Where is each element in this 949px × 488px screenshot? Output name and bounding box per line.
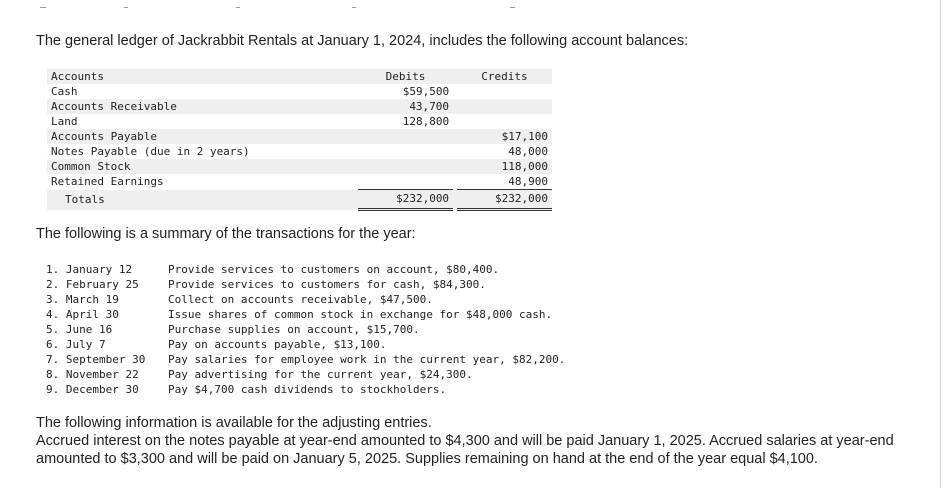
- ledger-row: [47, 174, 552, 190]
- account-name: Accounts Receivable: [47, 99, 358, 114]
- transaction-date: 4. April 30: [46, 308, 119, 321]
- ledger-table: [47, 69, 552, 211]
- debit-value: [358, 144, 453, 159]
- summary-title: The following is a summary of the transactions for the year:: [36, 226, 416, 242]
- ledger-row: [47, 144, 552, 159]
- credit-value: 48,900: [457, 174, 552, 190]
- ledger-header-row: [47, 69, 552, 84]
- transaction-desc: Provide services to customers on account, $80,400.: [168, 263, 500, 276]
- transaction-desc: Collect on accounts receivable, $47,500.: [168, 293, 433, 306]
- account-name: Land: [47, 114, 358, 129]
- transaction-item: [46, 382, 565, 397]
- debit-value: [358, 174, 453, 190]
- intro-text: The general ledger of Jackrabbit Rentals at January 1, 2024, includes the following account balances:: [36, 33, 689, 49]
- header-accounts: Accounts: [47, 69, 358, 84]
- account-name: Cash: [47, 84, 358, 99]
- ledger-row: [47, 84, 552, 99]
- credit-value: 118,000: [457, 159, 552, 174]
- transaction-date: 2. February 25: [46, 278, 139, 291]
- transaction-desc: Pay advertising for the current year, $24,300.: [168, 368, 473, 381]
- account-name: Common Stock: [47, 159, 358, 174]
- account-name: Accounts Payable: [47, 129, 358, 144]
- transaction-date: 5. June 16: [46, 323, 113, 336]
- transaction-date: 7. September 30: [46, 353, 146, 366]
- transaction-desc: Purchase supplies on account, $15,700.: [168, 323, 420, 336]
- credit-value: $17,100: [457, 129, 552, 144]
- ledger-totals-row: [47, 190, 552, 210]
- adjusting-heading: The following information is available for the adjusting entries.: [36, 415, 432, 431]
- credit-value: [457, 84, 552, 99]
- transaction-date: 6. July 7: [46, 338, 106, 351]
- transaction-item: [46, 367, 565, 382]
- transaction-desc: Pay salaries for employee work in the current year, $82,200.: [168, 353, 566, 366]
- transaction-item: [46, 337, 565, 352]
- transaction-item: [46, 352, 565, 367]
- debit-value: $59,500: [358, 84, 453, 99]
- transaction-date: 9. December 30: [46, 383, 139, 396]
- transaction-item: [46, 262, 565, 277]
- credit-value: [457, 99, 552, 114]
- ledger-row: [47, 99, 552, 114]
- credit-value: 48,000: [457, 144, 552, 159]
- transaction-date: 8. November 22: [46, 368, 139, 381]
- totals-debit: $232,000: [358, 190, 453, 210]
- transaction-item: [46, 292, 565, 307]
- transaction-item: [46, 277, 565, 292]
- transaction-date: 3. March 19: [46, 293, 119, 306]
- transaction-desc: Provide services to customers for cash, $84,300.: [168, 278, 486, 291]
- adjusting-info: [36, 414, 916, 468]
- adjusting-body: Accrued interest on the notes payable at year-end amounted to $4,300 and will be paid January 1, 2025. Accrued salaries at year-end amounted to $3,300 and will be paid on January 5, 2025. Supplies remaining on hand at the end of the year equal $4,100.: [36, 433, 894, 467]
- totals-label: Totals: [47, 190, 358, 210]
- debit-value: 43,700: [358, 99, 453, 114]
- transaction-desc: Pay $4,700 cash dividends to stockholders.: [168, 383, 447, 396]
- ledger-row: [47, 114, 552, 129]
- header-credits: Credits: [457, 69, 552, 84]
- ledger-row: [47, 129, 552, 144]
- top-cutoff-marks: [40, 7, 520, 10]
- transaction-desc: Pay on accounts payable, $13,100.: [168, 338, 387, 351]
- account-name: Notes Payable (due in 2 years): [47, 144, 358, 159]
- header-debits: Debits: [358, 69, 453, 84]
- transaction-date: 1. January 12: [46, 263, 133, 276]
- account-name: Retained Earnings: [47, 174, 358, 190]
- debit-value: 128,800: [358, 114, 453, 129]
- totals-credit: $232,000: [457, 190, 552, 210]
- transaction-item: [46, 322, 565, 337]
- ledger-row: [47, 159, 552, 174]
- debit-value: [358, 159, 453, 174]
- debit-value: [358, 129, 453, 144]
- transaction-desc: Issue shares of common stock in exchange for $48,000 cash.: [168, 308, 553, 321]
- right-border: [940, 0, 941, 488]
- credit-value: [457, 114, 552, 129]
- transaction-list: [46, 262, 565, 397]
- transaction-item: [46, 307, 565, 322]
